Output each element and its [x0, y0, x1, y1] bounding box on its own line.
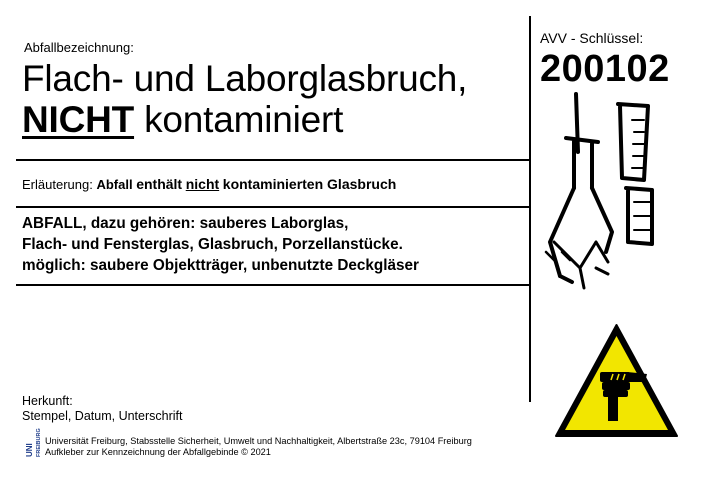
origin-label: Herkunft:	[22, 394, 73, 408]
divider-explanation	[16, 206, 531, 208]
origin-value: Stempel, Datum, Unterschrift	[22, 409, 183, 423]
designation-label: Abfallbezeichnung:	[24, 40, 134, 55]
origin	[22, 394, 182, 424]
column-divider	[529, 16, 531, 402]
explanation-label: Erläuterung:	[22, 177, 93, 192]
explanation	[22, 176, 396, 192]
contents-line2: Flach- und Fensterglas, Glasbruch, Porzellanstücke.	[22, 236, 403, 253]
divider-contents	[16, 284, 531, 286]
contents-line1: ABFALL, dazu gehören: sauberes Laborglas,	[22, 215, 349, 232]
university-logo	[23, 424, 43, 458]
explanation-part2: enthält	[136, 176, 183, 192]
contents-line3: möglich: saubere Objektträger, unbenutzte Deckgläser	[22, 257, 419, 274]
waste-title-nicht: NICHT	[22, 99, 135, 140]
footer	[45, 436, 472, 458]
university-logo-mark	[23, 424, 43, 458]
lab-glassware-icon	[536, 92, 676, 292]
avv-code: 200102	[540, 48, 670, 90]
waste-title-line1: Flach- und Laborglasbruch,	[22, 58, 468, 99]
sharp-objects-warning-icon	[553, 322, 680, 440]
footer-line2: Aufkleber zur Kennzeichnung der Abfallgebinde © 2021	[45, 447, 271, 457]
divider-title	[16, 159, 531, 161]
waste-title-line2	[22, 99, 527, 140]
waste-title	[22, 58, 527, 140]
explanation-part1: Abfall	[96, 177, 133, 192]
logo-freiburg-text: FREIBURG	[36, 428, 42, 457]
avv-label: AVV - Schlüssel:	[540, 30, 644, 46]
waste-title-rest: kontaminiert	[134, 99, 344, 140]
contents	[22, 213, 419, 276]
logo-uni-text: UNI	[25, 443, 34, 457]
explanation-nicht: nicht	[185, 176, 220, 192]
footer-line1: Universität Freiburg, Stabsstelle Sicherheit, Umwelt und Nachhaltigkeit, Albertstraße 23c, 79104 Freiburg	[45, 436, 472, 446]
explanation-part3: kontaminierten Glasbruch	[222, 176, 397, 192]
